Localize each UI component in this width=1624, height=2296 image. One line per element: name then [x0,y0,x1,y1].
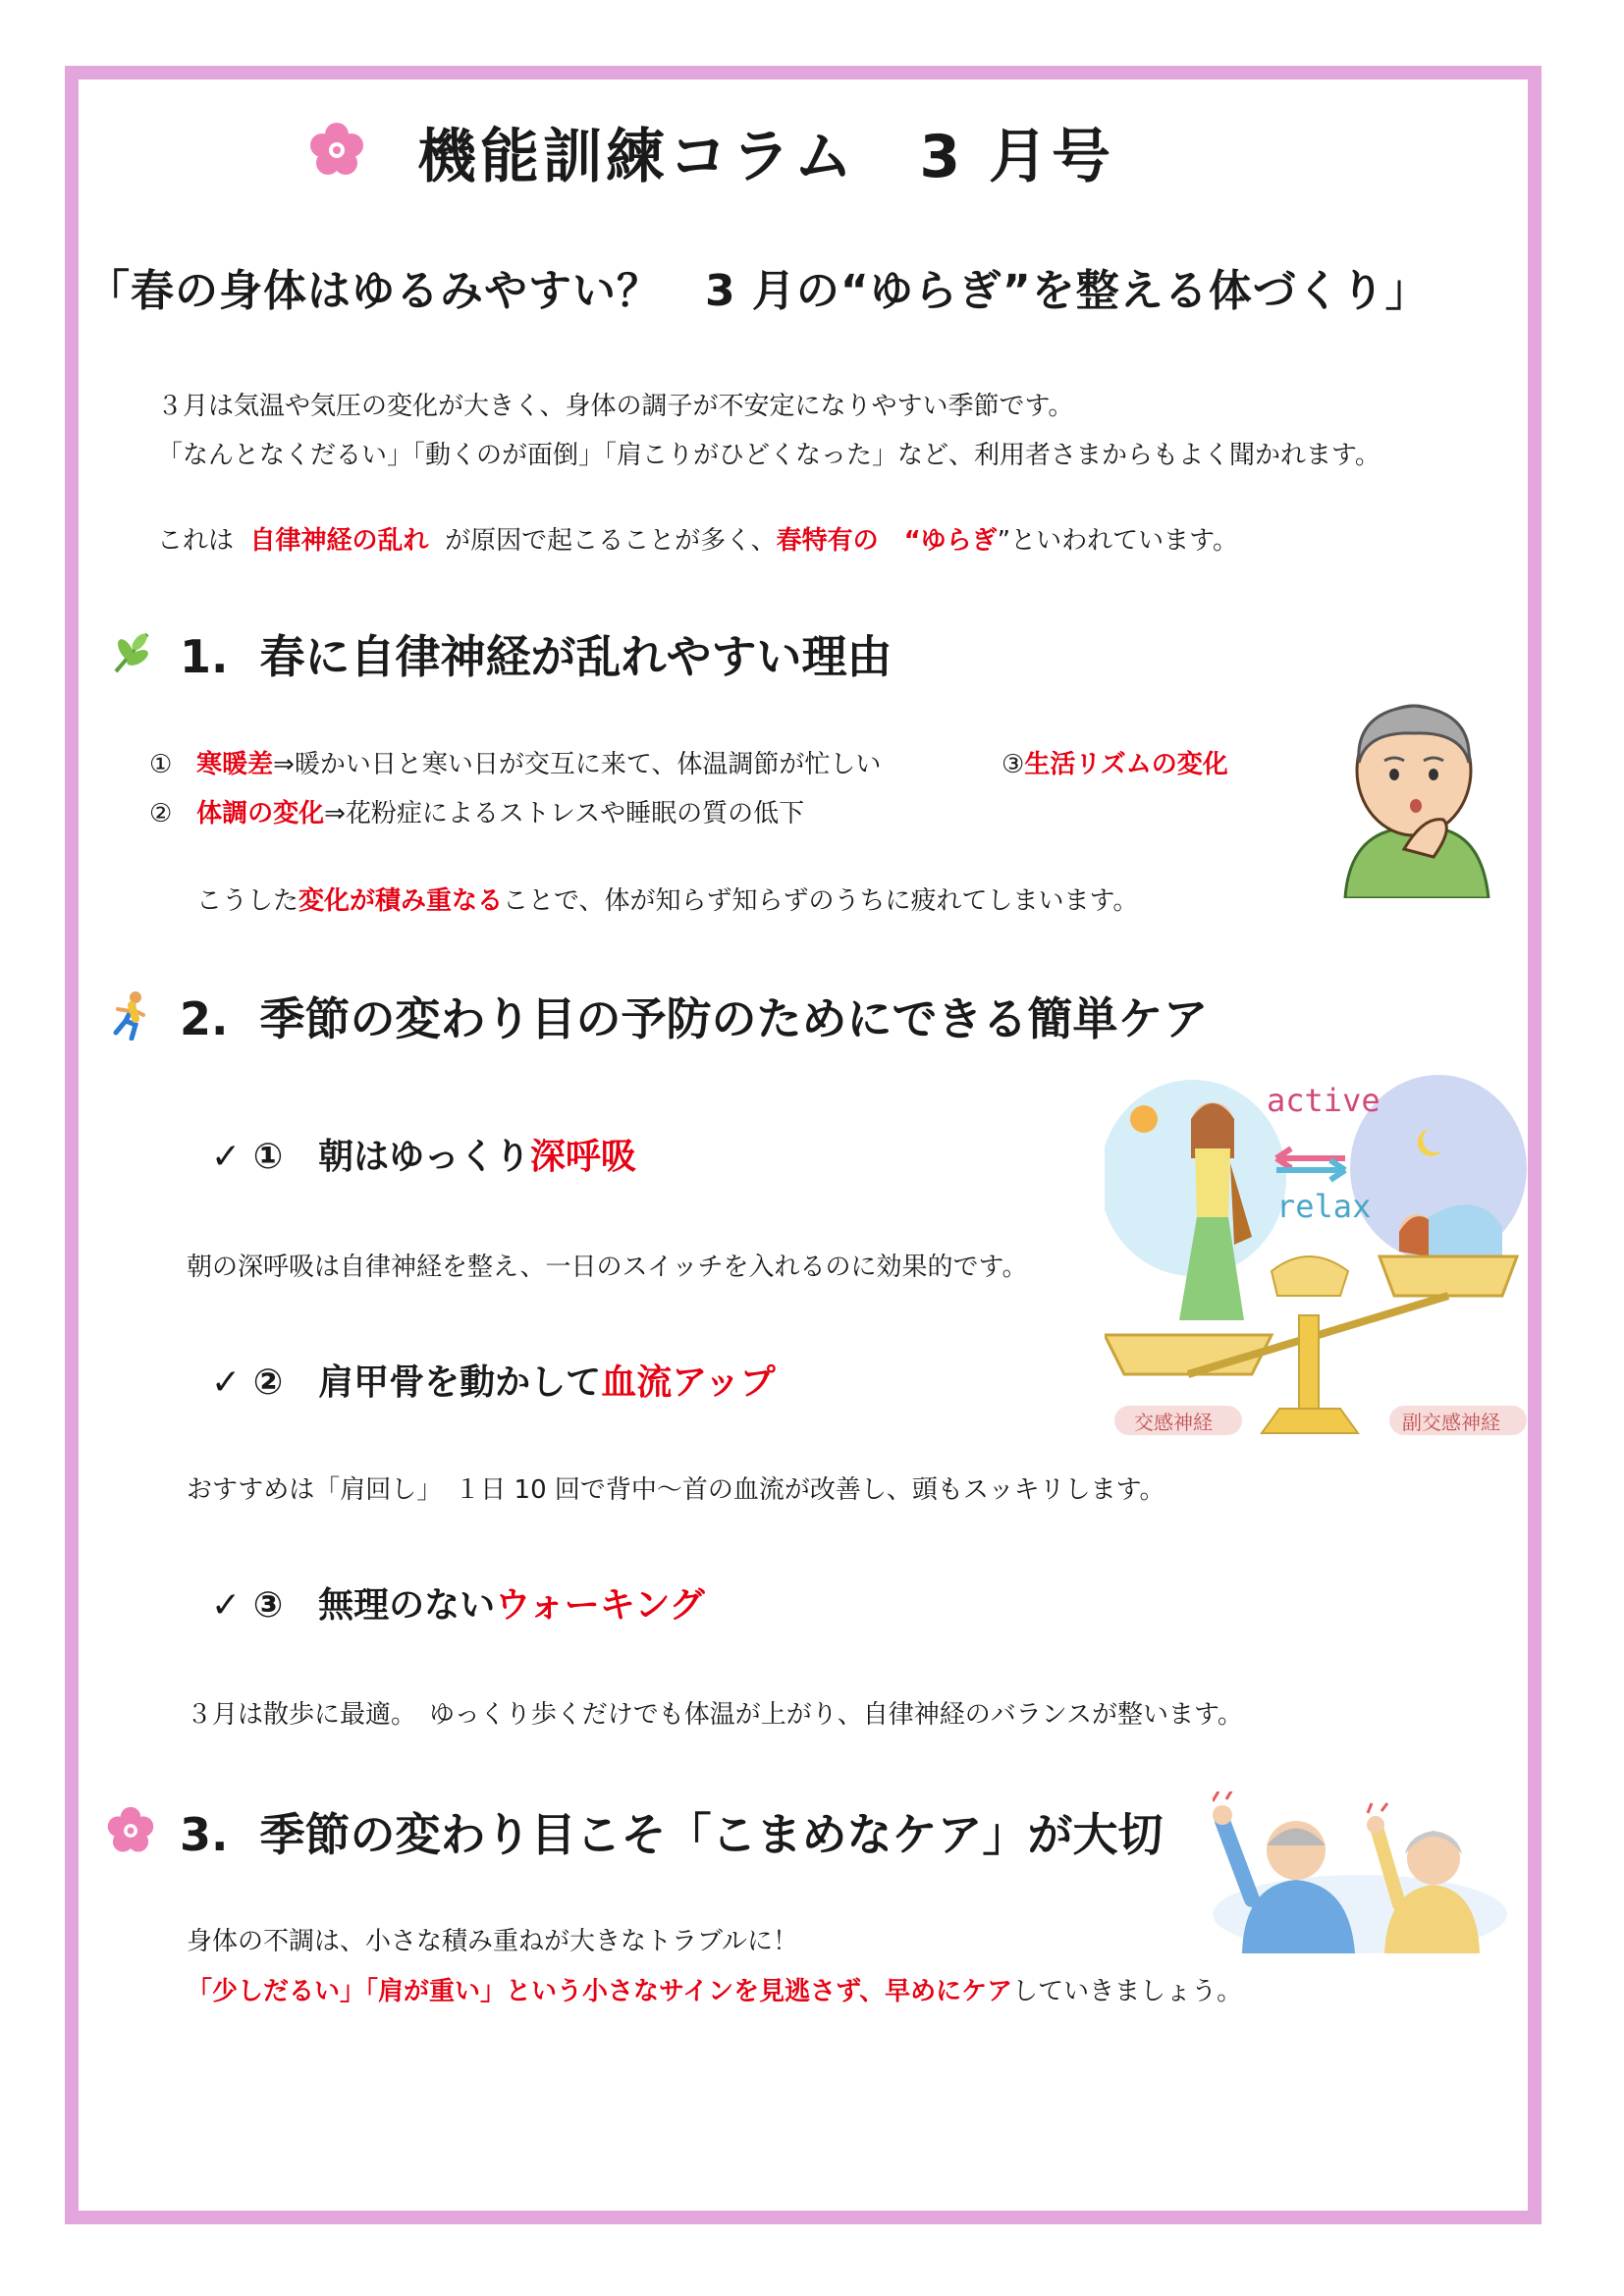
section3-highlight: 「少しだるい」「肩が重い」という小さなサインを見逃さず、早めにケア [187,1977,1013,2006]
cheering-elders-illustration [1213,1791,1512,1953]
care-label: ✓ ② 肩甲骨を動かして [211,1362,602,1403]
reason-key-temperature: 寒暖差 [196,750,274,779]
intro-text: が原因で起こることが多く、 [445,526,777,556]
item-mark: ① [149,750,173,779]
section1-number: 1 [180,630,212,683]
label-sympathetic: 交感神経 [1134,1411,1213,1434]
page-title: 機能訓練コラム 3 月号 [417,123,1115,191]
reason-text: ⇒花粉症によるストレスや睡眠の質の低下 [324,799,805,828]
item-mark: ② [149,799,173,828]
care-3-text: ３月は散歩に最適。 ゆっくり歩くだけでも体温が上がり、自律神経のバランスが整います。 [187,1700,1243,1730]
section1-heading: 1. 春に自律神経が乱れやすい理由 [180,630,893,683]
care-key-walking: ウォーキング [495,1585,705,1626]
reason-item-1 [149,744,881,780]
reason-item-3 [1001,744,1228,780]
reason-key-lifestyle: 生活リズムの変化 [1024,750,1228,779]
section3-text-2 [187,1971,1242,2007]
section3-heading: 3. 季節の変わり目こそ「こまめなケア」が大切 [180,1808,1164,1861]
note-highlight: 変化が積み重なる [298,886,504,916]
section2-number: 2 [180,992,212,1045]
section3-title: 季節の変わり目こそ「こまめなケア」が大切 [259,1808,1164,1861]
reason-key-condition: 体調の変化 [196,799,325,828]
section2-heading: 2. 季節の変わり目の予防のためにできる簡単ケア [180,992,1209,1045]
care-label: ✓ ③ 無理のない [211,1585,496,1626]
autonomic-balance-illustration [1105,1070,1527,1458]
intro-text: これは [157,526,235,556]
intro-highlight-autonomic: 自律神経の乱れ [249,526,429,556]
care-3-heading [211,1577,705,1628]
thinking-elder-illustration [1335,692,1492,898]
section3-rest: していきましょう。 [1012,1977,1243,2006]
reason-item-2 [149,793,804,829]
care-2-heading [211,1355,776,1405]
herb-icon [108,628,155,675]
runner-icon [108,989,153,1041]
section1-note [196,881,1138,917]
reason-text: ⇒暖かい日と寒い日が交互に来て、体温調節が忙しい [273,750,882,779]
care-1-text: 朝の深呼吸は自律神経を整え、一日のスイッチを入れるのに効果的です。 [187,1253,1028,1282]
intro-line-2: 「なんとなくだるい」「動くのが面倒」「肩こりがひどくなった」など、利用者さまからもよく聞かれます。 [157,441,1380,470]
cherry-blossom-icon [106,1806,155,1855]
care-2-text: おすすめは「肩回し」 １日 10 回で背中～首の血流が改善し、頭もスッキリします。 [187,1475,1165,1505]
section1-title: 春に自律神経が乱れやすい理由 [259,630,893,683]
intro-line-3 [157,520,1238,557]
label-active: active [1267,1082,1380,1119]
care-key-breathing: 深呼吸 [529,1137,636,1177]
intro-line-1: ３月は気温や気圧の変化が大きく、身体の調子が不安定になりやすい季節です。 [157,392,1074,421]
care-1-heading [211,1129,636,1179]
intro-highlight-yuragi: 春特有の “ゆらぎ [776,526,998,556]
label-parasympathetic: 副交感神経 [1402,1411,1500,1434]
note-text: こうした [196,886,299,916]
care-label: ✓ ① 朝はゆっくり [211,1137,530,1177]
page-subtitle: 「春の身体はゆるみやすい？ 3 月の“ゆらぎ”を整える体づくり」 [86,266,1430,316]
label-relax: relax [1276,1188,1372,1225]
cherry-blossom-icon [308,122,365,179]
section2-title: 季節の変わり目の予防のためにできる簡単ケア [259,992,1209,1045]
section3-text-1: 身体の不調は、小さな積み重ねが大きなトラブルに！ [187,1927,798,1956]
note-text: ことで、体が知らず知らずのうちに疲れてしまいます。 [503,886,1139,916]
item-mark: ③ [1001,750,1025,779]
intro-text: ”といわれています。 [997,526,1239,556]
section3-number: 3 [180,1808,212,1861]
care-key-bloodflow: 血流アップ [601,1362,776,1403]
